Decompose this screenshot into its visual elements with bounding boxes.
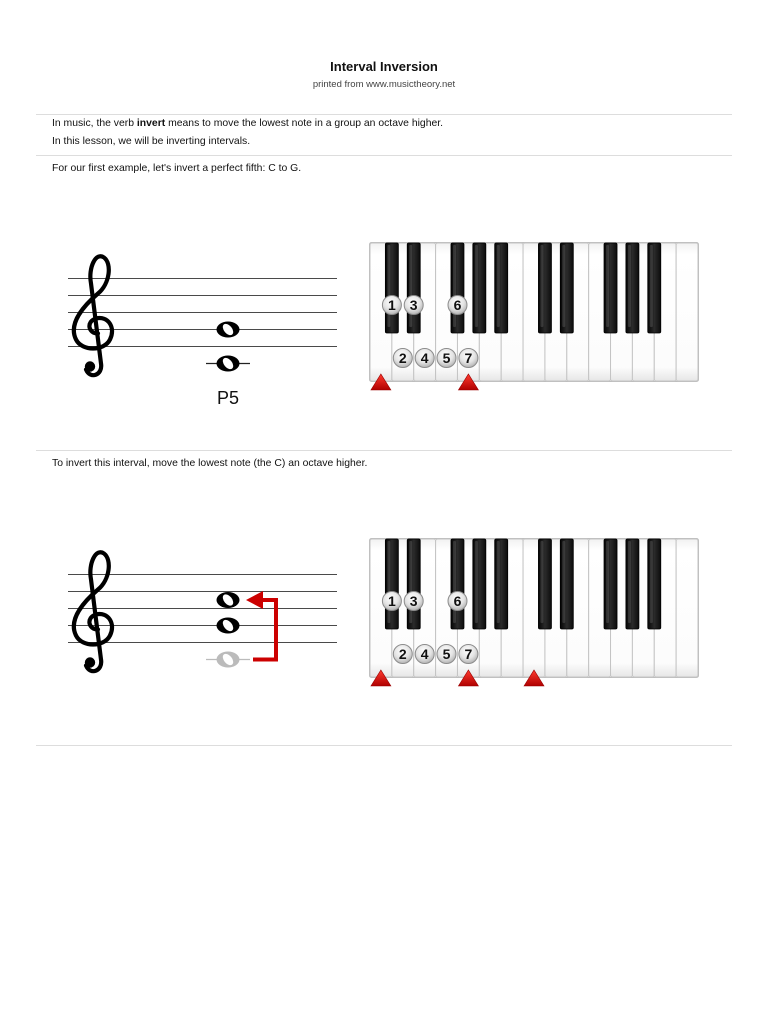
- black-key: [451, 539, 464, 629]
- intro-text-end: means to move the lowest note in a group an octave higher.: [165, 117, 444, 129]
- key-label-number: 5: [442, 646, 451, 662]
- whole-note-upper: [217, 618, 240, 634]
- key-label-number: 7: [464, 350, 473, 366]
- black-key: [560, 539, 573, 629]
- key-label: [393, 645, 412, 664]
- key-label-number: 6: [453, 593, 462, 609]
- whole-note-lower: [217, 356, 240, 372]
- black-key-highlight: [540, 245, 543, 327]
- key-label: [437, 645, 456, 664]
- black-key: [604, 539, 617, 629]
- key-label-number: 2: [398, 646, 407, 662]
- white-key: [676, 243, 698, 381]
- key-label-number: 2: [398, 350, 407, 366]
- black-key: [473, 243, 486, 333]
- intro-text-start: In music, the verb: [52, 117, 137, 129]
- white-key: [676, 539, 698, 677]
- key-label: [382, 592, 401, 611]
- key-label: [404, 592, 423, 611]
- black-key: [648, 539, 661, 629]
- black-key-highlight: [628, 245, 631, 327]
- key-label-number: 6: [453, 297, 462, 313]
- key-label: [448, 296, 467, 315]
- example-2-instructions: To invert this interval, move the lowest note (the C) an octave higher.: [52, 457, 368, 469]
- black-key-highlight: [628, 541, 631, 623]
- piano-example-2: [370, 539, 699, 687]
- key-label-number: 4: [420, 350, 429, 366]
- key-label-number: 7: [464, 646, 473, 662]
- black-key: [407, 243, 420, 333]
- treble-clef-icon: [74, 256, 112, 375]
- black-key: [407, 539, 420, 629]
- black-key-highlight: [562, 541, 565, 623]
- key-label: [404, 296, 423, 315]
- staff-example-1: [68, 256, 337, 408]
- black-key-highlight: [650, 541, 653, 623]
- key-label-number: 3: [409, 297, 418, 313]
- source-note: printed from www.musictheory.net: [312, 79, 456, 90]
- key-label-number: 3: [409, 593, 418, 609]
- black-key: [538, 243, 551, 333]
- key-label-number: 1: [388, 297, 396, 313]
- key-label: [415, 349, 434, 368]
- treble-clef-icon: [74, 552, 112, 671]
- black-key-highlight: [540, 541, 543, 623]
- key-label-number: 4: [420, 646, 429, 662]
- black-key-highlight: [606, 245, 609, 327]
- black-key-highlight: [562, 245, 565, 327]
- key-label: [393, 349, 412, 368]
- black-key: [604, 243, 617, 333]
- key-label: [415, 645, 434, 664]
- black-key: [560, 243, 573, 333]
- treble-clef-dot: [85, 361, 95, 371]
- intro-text-line-2: In this lesson, we will be inverting intervals.: [52, 135, 251, 147]
- interval-label: P5: [216, 388, 240, 408]
- staff-example-2: [68, 552, 337, 671]
- key-label: [448, 592, 467, 611]
- black-key: [385, 539, 398, 629]
- black-key: [385, 243, 398, 333]
- black-key: [648, 243, 661, 333]
- page-title: Interval Inversion: [330, 59, 438, 74]
- key-label: [437, 349, 456, 368]
- black-key: [626, 243, 639, 333]
- black-key-highlight: [475, 541, 478, 623]
- piano-example-1: [370, 243, 699, 391]
- black-key: [626, 539, 639, 629]
- black-key-highlight: [497, 541, 500, 623]
- black-key-highlight: [497, 245, 500, 327]
- key-label-number: 1: [388, 593, 396, 609]
- key-label: [459, 349, 478, 368]
- black-key: [495, 243, 508, 333]
- whole-note-moved: [217, 592, 240, 608]
- ghost-whole-note: [217, 652, 240, 668]
- whole-note-upper: [217, 322, 240, 338]
- black-key-highlight: [606, 541, 609, 623]
- term-invert: invert: [136, 117, 166, 129]
- key-label-number: 5: [442, 350, 451, 366]
- treble-clef-dot: [85, 657, 95, 667]
- black-key: [495, 539, 508, 629]
- black-key-highlight: [650, 245, 653, 327]
- treble-clef-stroke: [74, 256, 112, 375]
- arrow-head: [246, 591, 263, 609]
- key-label: [382, 296, 401, 315]
- black-key: [473, 539, 486, 629]
- key-label: [459, 645, 478, 664]
- black-key: [451, 243, 464, 333]
- treble-clef-stroke: [74, 552, 112, 671]
- example-1-instructions: For our first example, let's invert a perfect fifth: C to G.: [52, 162, 302, 174]
- black-key: [538, 539, 551, 629]
- black-key-highlight: [475, 245, 478, 327]
